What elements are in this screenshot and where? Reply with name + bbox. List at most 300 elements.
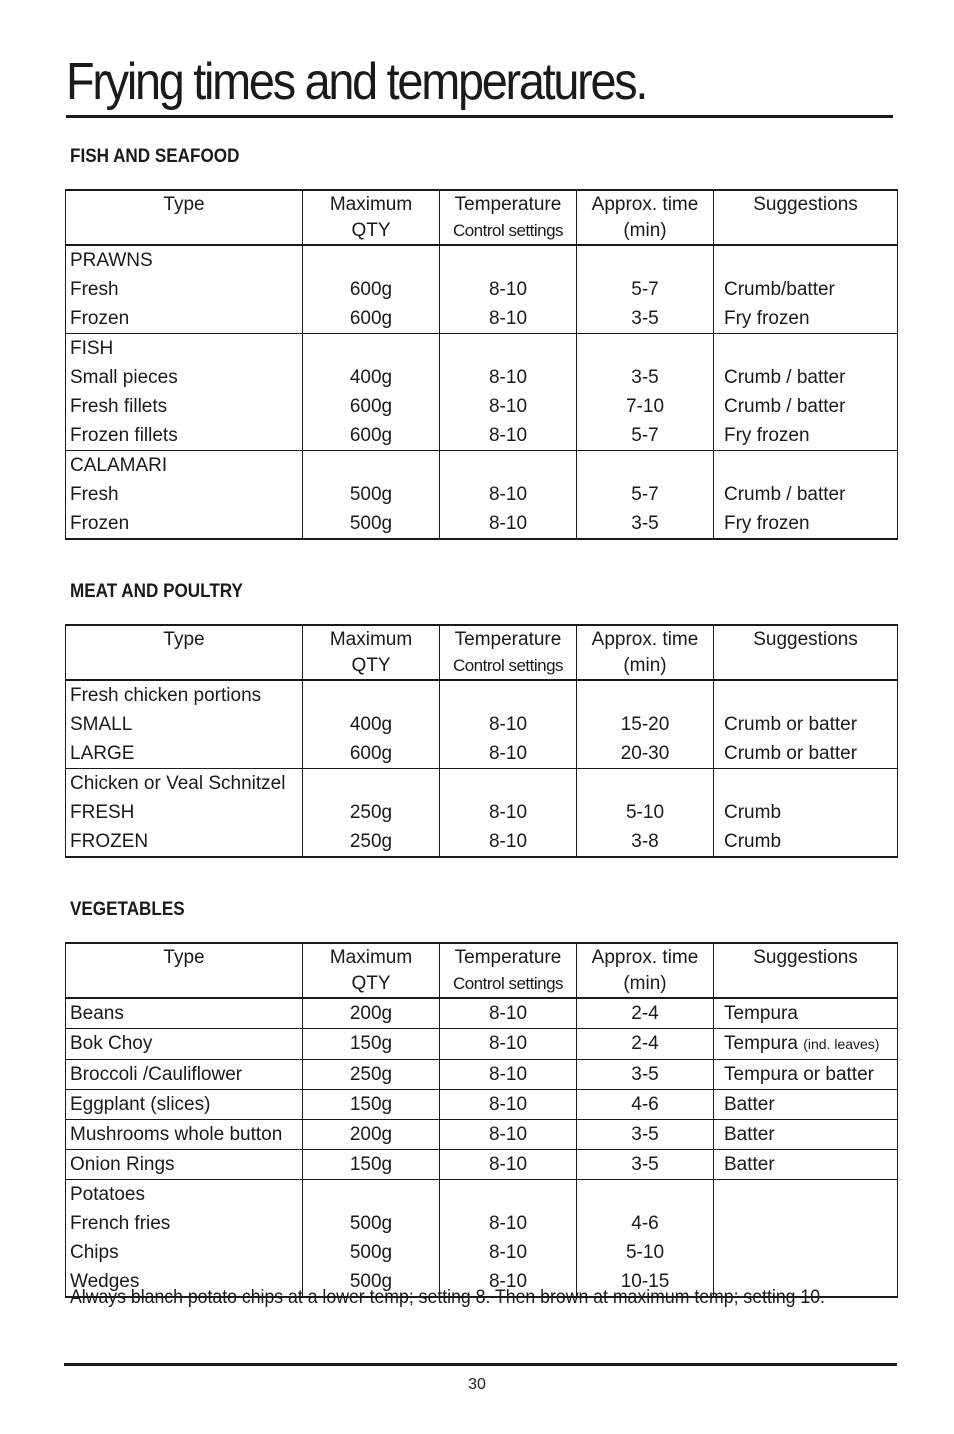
cell-max-qty [303,509,440,539]
header-row [66,943,898,998]
cell-suggestions [714,509,898,539]
table-row [66,509,898,539]
cell-suggestions [714,451,898,481]
cell-type [66,680,303,710]
cell-suggestions-text: Fry frozen [724,425,810,446]
header-approx-time [577,190,714,245]
potato-chips-footnote: Always blanch potato chips at a lower temp; setting 8. Then brown at maximum temp; setting 10. [70,1287,825,1308]
cell-max-qty [303,1120,440,1150]
header-max-qty-line1: Maximum [329,194,413,215]
cell-type [66,334,303,364]
cell-temperature [440,710,577,739]
cell-max-qty [303,275,440,304]
cell-temperature-text: 8-10 [488,1064,528,1085]
table-row [66,1209,898,1238]
cell-temperature-text: 8-10 [488,396,528,417]
cell-approx-time [577,769,714,799]
header-row [66,625,898,680]
cell-temperature-text: 8-10 [488,1094,528,1115]
cell-suggestions-text: Batter [724,1124,775,1145]
header-temperature-line1: Temperature [454,947,562,968]
table-row [66,275,898,304]
cell-max-qty-text: 200g [349,1124,393,1145]
meat-and-poultry-table [65,624,898,858]
cell-approx-time-text: 7-10 [625,396,665,417]
cell-approx-time-text: 4-6 [631,1213,659,1234]
header-type [66,625,303,680]
cell-type-text: Chips [70,1242,119,1263]
cell-suggestions [714,245,898,275]
header-suggestions-label: Suggestions [753,194,858,215]
cell-type [66,1180,303,1210]
cell-temperature [440,1150,577,1180]
cell-temperature-text: 8-10 [488,367,528,388]
cell-suggestions-text: Tempura [724,1003,798,1024]
page-number: 30 [468,1376,486,1393]
cell-type [66,798,303,827]
cell-approx-time-text: 3-5 [631,1154,659,1175]
cell-max-qty-text: 600g [349,743,393,764]
cell-approx-time-text: 3-5 [631,1124,659,1145]
cell-temperature [440,1209,577,1238]
cell-max-qty-text: 600g [349,396,393,417]
cell-approx-time [577,392,714,421]
header-max-qty-line2: QTY [351,655,391,676]
cell-approx-time [577,1180,714,1210]
table-row [66,1150,898,1180]
cell-suggestions [714,1209,898,1238]
cell-temperature [440,827,577,857]
table-row [66,1180,898,1210]
header-max-qty [303,190,440,245]
cell-approx-time [577,304,714,334]
cell-suggestions-text: Crumb/batter [724,279,835,300]
cell-suggestions [714,1060,898,1090]
cell-approx-time [577,798,714,827]
cell-max-qty [303,480,440,509]
table-row [66,680,898,710]
table-row [66,1090,898,1120]
cell-max-qty [303,739,440,769]
cell-max-qty [303,1209,440,1238]
table-row [66,798,898,827]
cell-approx-time-text: 2-4 [631,1003,659,1024]
cell-type [66,710,303,739]
cell-approx-time [577,421,714,451]
cell-approx-time [577,827,714,857]
cell-temperature [440,275,577,304]
header-max-qty-line1: Maximum [329,947,413,968]
cell-suggestions [714,680,898,710]
cell-suggestions-text: Batter [724,1094,775,1115]
header-approx-time-line2: (min) [623,655,667,676]
cell-temperature-text: 8-10 [488,279,528,300]
cell-max-qty-text: 500g [349,513,393,534]
cell-max-qty [303,1180,440,1210]
cell-temperature [440,1060,577,1090]
table-row [66,827,898,857]
cell-type [66,509,303,539]
cell-suggestions [714,798,898,827]
cell-suggestions-text: Fry frozen [724,513,810,534]
table-row [66,1238,898,1267]
cell-type [66,1238,303,1267]
cell-max-qty [303,363,440,392]
cell-max-qty-text: 600g [349,425,393,446]
cell-type-text: Broccoli /Cauliflower [70,1064,243,1085]
cell-temperature-text: 8-10 [488,1003,528,1024]
cell-max-qty-text: 400g [349,367,393,388]
cell-temperature [440,1029,577,1060]
table-row [66,363,898,392]
header-max-qty [303,625,440,680]
cell-temperature-text: 8-10 [488,831,528,852]
cell-type [66,363,303,392]
table-row [66,1060,898,1090]
cell-approx-time-text: 3-5 [631,1064,659,1085]
cell-temperature [440,392,577,421]
cell-max-qty-text: 500g [349,1213,393,1234]
cell-approx-time-text: 3-5 [631,367,659,388]
cell-max-qty-text: 500g [349,1271,393,1292]
cell-approx-time [577,245,714,275]
table-row [66,739,898,769]
cell-approx-time [577,363,714,392]
cell-suggestions [714,304,898,334]
cell-max-qty [303,1238,440,1267]
cell-temperature-text: 8-10 [488,1213,528,1234]
cell-type-text: Onion Rings [70,1154,175,1175]
cell-approx-time-text: 5-7 [631,484,659,505]
cell-type [66,421,303,451]
cell-temperature-text: 8-10 [488,1271,528,1292]
header-suggestions [714,943,898,998]
cell-type [66,739,303,769]
cell-max-qty [303,451,440,481]
cell-temperature [440,245,577,275]
header-approx-time [577,943,714,998]
cell-approx-time [577,1238,714,1267]
page-title: Frying times and temperatures. [66,53,647,111]
cell-approx-time-text: 4-6 [631,1094,659,1115]
cell-type [66,451,303,481]
cell-approx-time-text: 5-10 [625,802,665,823]
header-temperature [440,625,577,680]
cell-temperature [440,480,577,509]
cell-approx-time-text: 3-8 [631,831,659,852]
cell-suggestions-text: Crumb / batter [724,396,846,417]
cell-max-qty [303,1090,440,1120]
header-suggestions [714,190,898,245]
table-row [66,334,898,364]
cell-temperature-text: 8-10 [488,1242,528,1263]
header-max-qty [303,943,440,998]
cell-approx-time [577,509,714,539]
cell-type-text: Frozen [70,308,130,329]
header-type [66,943,303,998]
table-row [66,998,898,1029]
cell-type-text: Beans [70,1003,124,1024]
cell-type-text: Fresh fillets [70,396,168,417]
table-row [66,451,898,481]
cell-approx-time-text: 5-7 [631,425,659,446]
cell-max-qty-text: 150g [349,1033,393,1054]
cell-temperature-text: 8-10 [488,513,528,534]
cell-temperature-text: 8-10 [488,802,528,823]
header-temperature-line1: Temperature [454,194,562,215]
cell-suggestions-text: Crumb / batter [724,367,846,388]
cell-temperature-text: 8-10 [488,743,528,764]
cell-max-qty-text: 400g [349,714,393,735]
cell-max-qty-text: 600g [349,279,393,300]
header-type-label: Type [163,947,205,968]
cell-suggestions-text: Crumb or batter [724,743,858,764]
cell-max-qty [303,334,440,364]
cell-type [66,480,303,509]
cell-type-text: Fresh [70,279,119,300]
header-approx-time-line2: (min) [623,973,667,994]
cell-max-qty [303,304,440,334]
cell-max-qty-text: 150g [349,1154,393,1175]
cell-temperature-text: 8-10 [488,308,528,329]
cell-type-text: Frozen [70,513,130,534]
cell-approx-time [577,480,714,509]
cell-approx-time [577,275,714,304]
cell-max-qty [303,827,440,857]
cell-type-text: Bok Choy [70,1033,153,1054]
table-row [66,480,898,509]
table-row [66,769,898,799]
cell-temperature [440,998,577,1029]
cell-temperature [440,1238,577,1267]
cell-suggestions-note: (ind. leaves) [803,1036,880,1052]
cell-suggestions [714,827,898,857]
cell-type [66,998,303,1029]
cell-type [66,1060,303,1090]
header-approx-time-line1: Approx. time [591,629,699,650]
cell-max-qty-text: 500g [349,1242,393,1263]
cell-max-qty-text: 250g [349,1064,393,1085]
cell-approx-time-text: 3-5 [631,513,659,534]
cell-suggestions [714,1180,898,1210]
cell-max-qty-text: 200g [349,1003,393,1024]
cell-type-text: Frozen fillets [70,425,178,446]
cell-max-qty [303,710,440,739]
cell-type [66,1029,303,1060]
cell-type [66,769,303,799]
cell-temperature-text: 8-10 [488,425,528,446]
cell-suggestions [714,421,898,451]
cell-temperature [440,304,577,334]
cell-suggestions-text: Crumb or batter [724,714,858,735]
cell-approx-time [577,710,714,739]
cell-approx-time [577,1150,714,1180]
cell-suggestions [714,334,898,364]
cell-max-qty-text: 500g [349,484,393,505]
cell-approx-time [577,334,714,364]
vegetables-table [65,942,898,1298]
cell-type-text: FROZEN [70,831,149,852]
cell-type [66,1209,303,1238]
cell-max-qty [303,1150,440,1180]
header-suggestions-label: Suggestions [753,629,858,650]
cell-type-text: Chicken or Veal Schnitzel [70,773,286,794]
cell-max-qty [303,1029,440,1060]
cell-max-qty-text: 150g [349,1094,393,1115]
cell-approx-time [577,1029,714,1060]
cell-max-qty-text: 250g [349,802,393,823]
cell-approx-time-text: 5-7 [631,279,659,300]
cell-max-qty [303,998,440,1029]
cell-approx-time [577,680,714,710]
cell-approx-time-text: 10-15 [620,1271,670,1292]
table-row [66,710,898,739]
cell-approx-time-text: 2-4 [631,1033,659,1054]
cell-approx-time-text: 3-5 [631,308,659,329]
cell-type [66,304,303,334]
header-suggestions [714,625,898,680]
table-row [66,304,898,334]
cell-max-qty [303,421,440,451]
header-temperature-line2: Control settings [452,221,564,240]
cell-max-qty [303,680,440,710]
cell-approx-time-text: 20-30 [620,743,670,764]
cell-temperature-text: 8-10 [488,1033,528,1054]
cell-suggestions [714,769,898,799]
cell-max-qty [303,1060,440,1090]
cell-temperature-text: 8-10 [488,484,528,505]
cell-suggestions-text: Crumb / batter [724,484,846,505]
cell-temperature-text: 8-10 [488,1124,528,1145]
cell-suggestions [714,480,898,509]
cell-approx-time [577,739,714,769]
cell-suggestions-text: Crumb [724,831,782,852]
table-row [66,421,898,451]
cell-temperature [440,769,577,799]
table-row [66,1029,898,1060]
cell-type-text: FRESH [70,802,135,823]
cell-type-text: CALAMARI [70,455,168,476]
cell-approx-time [577,1209,714,1238]
cell-temperature [440,798,577,827]
header-temperature-line1: Temperature [454,629,562,650]
cell-type-text: Wedges [70,1271,140,1292]
header-temperature-line2: Control settings [452,974,564,993]
cell-approx-time [577,1060,714,1090]
table-row [66,245,898,275]
cell-suggestions [714,363,898,392]
cell-suggestions-text: Fry frozen [724,308,810,329]
cell-type-text: French fries [70,1213,171,1234]
cell-max-qty [303,798,440,827]
cell-max-qty-text: 250g [349,831,393,852]
header-approx-time [577,625,714,680]
header-temperature [440,943,577,998]
section-heading-meat-and-poultry: MEAT AND POULTRY [70,581,243,602]
table-row [66,392,898,421]
cell-temperature [440,509,577,539]
header-approx-time-line1: Approx. time [591,947,699,968]
cell-suggestions [714,275,898,304]
cell-approx-time [577,1090,714,1120]
section-heading-fish-and-seafood: FISH AND SEAFOOD [70,146,240,167]
cell-approx-time-text: 15-20 [620,714,670,735]
cell-temperature-text: 8-10 [488,714,528,735]
cell-type [66,275,303,304]
cell-suggestions [714,1029,898,1060]
table-row [66,1120,898,1150]
cell-suggestions [714,1238,898,1267]
cell-suggestions-text: Batter [724,1154,775,1175]
cell-temperature [440,1090,577,1120]
cell-suggestions [714,392,898,421]
header-type [66,190,303,245]
cell-approx-time [577,451,714,481]
cell-suggestions [714,1150,898,1180]
cell-type [66,1090,303,1120]
header-max-qty-line1: Maximum [329,629,413,650]
cell-suggestions-text: Crumb [724,802,782,823]
cell-type-text: Eggplant (slices) [70,1094,211,1115]
cell-temperature [440,1180,577,1210]
cell-type [66,1150,303,1180]
cell-type-text: Mushrooms whole button [70,1124,283,1145]
cell-type-text: SMALL [70,714,133,735]
header-type-label: Type [163,629,205,650]
cell-suggestions [714,710,898,739]
cell-type-text: FISH [70,338,114,359]
cell-type-text: LARGE [70,743,135,764]
header-temperature-line2: Control settings [452,656,564,675]
cell-approx-time [577,1120,714,1150]
section-heading-vegetables: VEGETABLES [70,899,185,920]
cell-type [66,392,303,421]
cell-temperature [440,363,577,392]
cell-approx-time-text: 5-10 [625,1242,665,1263]
header-max-qty-line2: QTY [351,220,391,241]
cell-suggestions-text: Tempura or batter [724,1064,874,1085]
cell-type-text: Potatoes [70,1184,145,1205]
cell-type [66,245,303,275]
header-approx-time-line2: (min) [623,220,667,241]
cell-suggestions [714,739,898,769]
cell-approx-time [577,998,714,1029]
cell-type-text: Fresh chicken portions [70,685,262,706]
header-type-label: Type [163,194,205,215]
cell-max-qty [303,245,440,275]
header-suggestions-label: Suggestions [753,947,858,968]
cell-type [66,1120,303,1150]
title-rule [66,115,893,118]
cell-temperature [440,451,577,481]
header-max-qty-line2: QTY [351,973,391,994]
header-temperature [440,190,577,245]
cell-max-qty-text: 600g [349,308,393,329]
cell-type [66,827,303,857]
header-row [66,190,898,245]
cell-type-text: Small pieces [70,367,178,388]
cell-suggestions [714,1120,898,1150]
cell-temperature [440,739,577,769]
cell-suggestions [714,1090,898,1120]
cell-temperature-text: 8-10 [488,1154,528,1175]
cell-max-qty [303,392,440,421]
cell-temperature [440,334,577,364]
fish-and-seafood-table [65,189,898,540]
bottom-rule [64,1363,897,1366]
cell-type-text: Fresh [70,484,119,505]
cell-max-qty [303,769,440,799]
